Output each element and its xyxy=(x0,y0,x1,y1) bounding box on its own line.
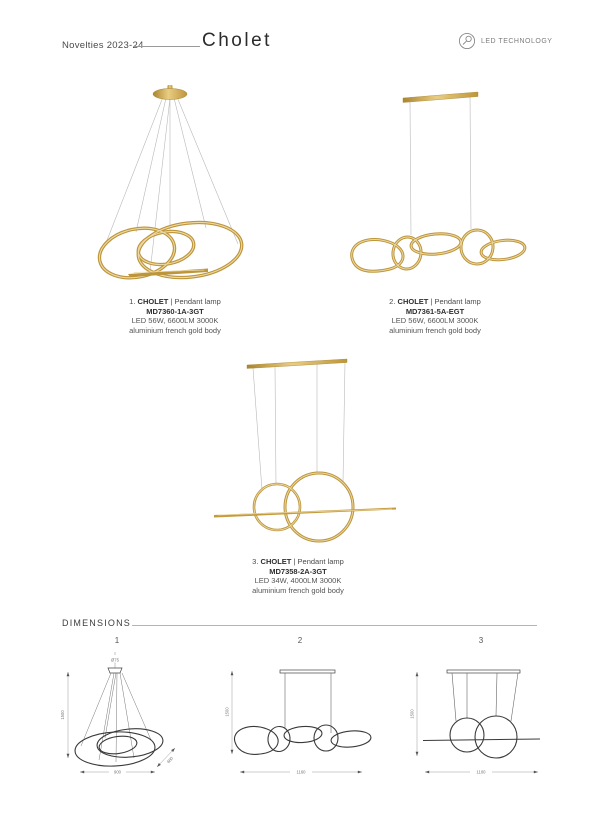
lamp-1-canopy xyxy=(153,85,187,100)
drawing-2-width-label: 1160 xyxy=(296,769,306,775)
drawing-1-canopy xyxy=(108,668,122,673)
badge-label: LED TECHNOLOGY xyxy=(481,37,553,45)
dimensions-label: DIMENSIONS xyxy=(62,618,132,628)
dimension-drawing-1 xyxy=(45,650,205,810)
drawing-1-wires xyxy=(81,673,151,762)
dimensions-divider xyxy=(132,625,537,626)
drawing-2-rings xyxy=(234,725,371,754)
product-3-specs: LED 34W, 4000LM 3000K xyxy=(254,576,342,585)
lamp-3-wires xyxy=(253,362,345,490)
header-divider xyxy=(133,46,200,47)
drawing-2-height-dim xyxy=(225,671,234,754)
product-2-caption xyxy=(345,297,525,335)
lamp-3-rings xyxy=(214,473,396,541)
product-1-caption xyxy=(85,297,265,335)
lamp-2-rings xyxy=(352,229,526,272)
product-2-body: aluminium french gold body xyxy=(389,325,481,335)
lamp-1-wires xyxy=(104,97,238,272)
drawing-2-width-dim xyxy=(240,768,362,775)
drawing-1-height-label: 1500 xyxy=(60,710,65,720)
drawing-3-number: 3 xyxy=(478,636,484,645)
product-2-code: MD7361-5A-EGT xyxy=(405,306,465,316)
lamp-2-wires xyxy=(410,95,471,235)
drawing-3-width-dim xyxy=(425,768,538,775)
lamp-2-image xyxy=(348,86,562,286)
drawing-1-height-dim xyxy=(60,672,69,758)
product-1-number: 1. xyxy=(129,297,136,306)
product-1-separator: | xyxy=(170,297,173,306)
product-2-separator: | xyxy=(430,297,433,306)
drawing-1-depth-label: 680 xyxy=(165,755,175,765)
lamp-3-image xyxy=(212,352,398,552)
lamp-1-image xyxy=(80,82,260,294)
product-3-code: MD7358-2A-3GT xyxy=(269,566,327,576)
product-1-type: Pendant lamp xyxy=(174,297,221,306)
product-2-number: 2. xyxy=(389,297,396,306)
drawing-1-rings xyxy=(74,726,164,768)
drawing-2-wires xyxy=(285,673,331,733)
drawing-2-height-label: 1500 xyxy=(224,707,230,717)
drawing-3-height-label: 1500 xyxy=(409,709,415,719)
product-3-type: Pendant lamp xyxy=(297,557,344,566)
drawing-3-wires xyxy=(452,673,518,721)
page-title: Cholet xyxy=(202,30,272,51)
product-1-name: CHOLET xyxy=(137,297,169,306)
drawing-3-canopy xyxy=(447,670,520,673)
dimension-drawing-2 xyxy=(222,650,392,810)
product-1-body: aluminium french gold body xyxy=(129,325,221,335)
drawing-3-rings xyxy=(423,716,540,758)
drawing-1-number: 1 xyxy=(114,636,120,645)
drawing-1-canopy-dim: Ø75 xyxy=(111,657,119,663)
product-3-separator: | xyxy=(293,557,296,566)
drawing-1-width-label: 900 xyxy=(114,769,121,775)
lamp-1-rings xyxy=(95,217,245,285)
drawing-1-depth-dim xyxy=(156,747,176,768)
product-3-name: CHOLET xyxy=(260,557,292,566)
product-3-number: 3. xyxy=(252,557,259,566)
product-1-code: MD7360-1A-3GT xyxy=(146,306,204,316)
product-1-specs: LED 56W, 6600LM 3000K xyxy=(131,316,219,325)
drawing-1-width-dim xyxy=(80,768,155,775)
lamp-3-canopy xyxy=(247,359,347,369)
drawing-3-height-dim xyxy=(410,672,419,756)
product-2-specs: LED 56W, 6600LM 3000K xyxy=(391,316,479,325)
led-technology-badge xyxy=(458,32,552,50)
product-3-body: aluminium french gold body xyxy=(252,585,344,595)
product-2-name: CHOLET xyxy=(397,297,429,306)
dimension-drawing-3 xyxy=(400,650,570,810)
product-2-type: Pendant lamp xyxy=(434,297,481,306)
drawing-2-canopy xyxy=(280,670,335,673)
drawing-2-number: 2 xyxy=(297,636,303,645)
drawing-3-width-label: 1100 xyxy=(476,769,486,775)
lamp-2-canopy xyxy=(403,92,478,103)
led-technology-icon xyxy=(458,32,476,50)
product-3-caption xyxy=(208,557,388,595)
novelties-label: Novelties 2023-24 xyxy=(62,40,144,51)
